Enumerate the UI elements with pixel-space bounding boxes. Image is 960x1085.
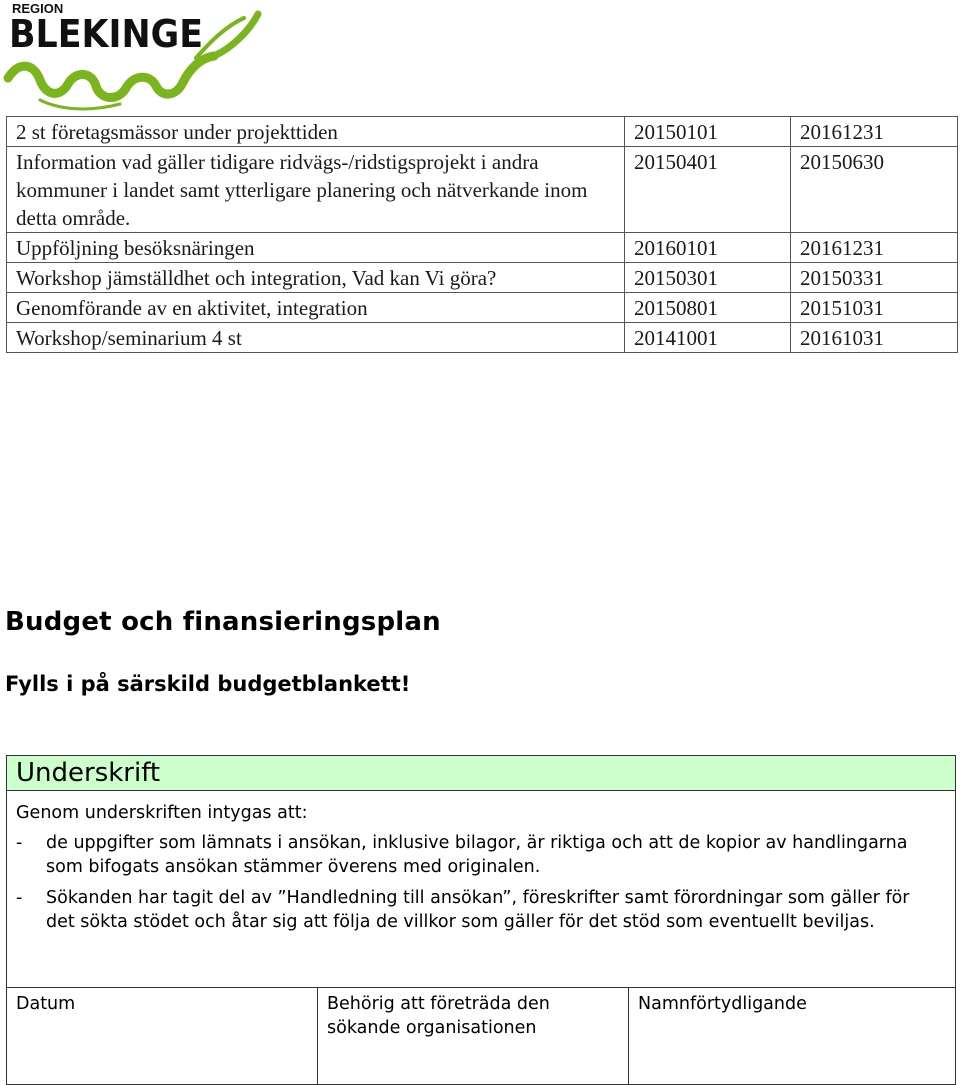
signature-section — [6, 755, 956, 1085]
end-date-cell: 20161231 — [791, 117, 958, 147]
start-date-cell: 20150801 — [625, 293, 791, 323]
activity-cell: Information vad gäller tidigare ridvägs-/ridstigsprojekt i andra kommuner i landet samt ytterligare planering och nätverkande inom detta område. — [7, 147, 625, 233]
start-date-cell: 20141001 — [625, 323, 791, 353]
end-date-cell: 20150331 — [791, 263, 958, 293]
start-date-cell: 20150101 — [625, 117, 791, 147]
date-field-label: Datum — [16, 994, 76, 1014]
declaration-text: Sökanden har tagit del av ”Handledning till ansökan”, föreskrifter samt förordningar som gäller för det sökta stödet och åtar sig att följa de villkor som gäller för det stöd som eventuellt beviljas. — [46, 888, 910, 932]
signature-heading: Underskrift — [7, 756, 955, 791]
region-blekinge-logo — [0, 0, 280, 118]
end-date-cell: 20161231 — [791, 233, 958, 263]
budget-heading: Budget och finansieringsplan — [5, 607, 441, 637]
signature-fields — [7, 987, 955, 1085]
name-clarification-field[interactable] — [628, 988, 955, 1085]
table-row — [7, 293, 958, 323]
name-clarification-label: Namnförtydligande — [638, 994, 807, 1014]
activity-cell: Workshop jämställdhet och integration, Vad kan Vi göra? — [7, 263, 625, 293]
end-date-cell: 20151031 — [791, 293, 958, 323]
logo-name-text: BLEKINGE — [9, 12, 203, 56]
activity-cell: Genomförande av en aktivitet, integration — [7, 293, 625, 323]
authorized-signatory-field[interactable] — [317, 988, 628, 1085]
start-date-cell: 20150401 — [625, 147, 791, 233]
end-date-cell: 20150630 — [791, 147, 958, 233]
activities-table — [6, 116, 958, 353]
signature-declarations — [7, 831, 955, 941]
list-item — [7, 886, 936, 934]
activity-cell: 2 st företagsmässor under projekttiden — [7, 117, 625, 147]
authorized-signatory-label: Behörig att företräda den sökande organisationen — [327, 994, 550, 1038]
start-date-cell: 20160101 — [625, 233, 791, 263]
table-row — [7, 323, 958, 353]
declaration-text: de uppgifter som lämnats i ansökan, inklusive bilagor, är riktiga och att de kopior av handlingarna som bifogats ansökan stämmer överens med originalen. — [46, 833, 908, 877]
bullet-marker: - — [16, 888, 23, 908]
table-row — [7, 147, 958, 233]
end-date-cell: 20161031 — [791, 323, 958, 353]
activity-cell: Uppföljning besöksnäringen — [7, 233, 625, 263]
activity-cell: Workshop/seminarium 4 st — [7, 323, 625, 353]
signature-intro: Genom underskriften intygas att: — [16, 803, 308, 823]
logo-region-text: REGION — [12, 1, 64, 16]
start-date-cell: 20150301 — [625, 263, 791, 293]
budget-note: Fylls i på särskild budgetblankett! — [5, 672, 411, 696]
bullet-marker: - — [16, 833, 23, 853]
date-field[interactable] — [7, 988, 317, 1085]
table-row — [7, 117, 958, 147]
table-row — [7, 233, 958, 263]
list-item — [7, 831, 936, 879]
table-row — [7, 263, 958, 293]
